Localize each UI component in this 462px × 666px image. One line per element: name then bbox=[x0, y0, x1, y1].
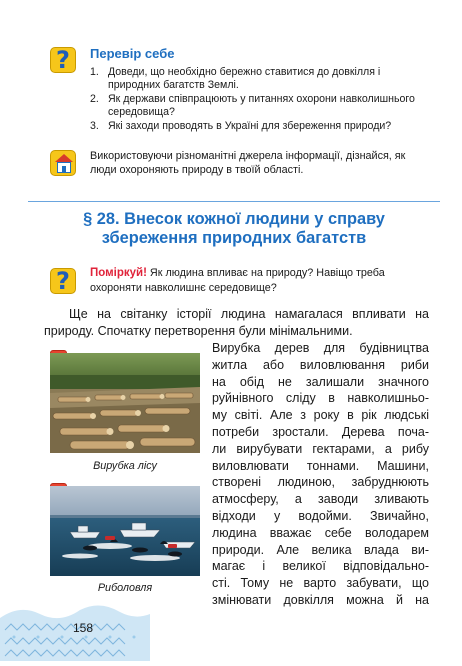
check-yourself-heading: Перевір себе bbox=[90, 46, 175, 61]
body-line: людина вважає себе володарем bbox=[212, 525, 429, 540]
divider bbox=[28, 201, 440, 202]
question-item: 3. Які заходи проводять в Україні для збереження природи? bbox=[90, 120, 392, 133]
project-task-text: Використовуючи різноманітні джерела інформації, дізнайся, як люди охороняють природу в твоїй області. bbox=[90, 150, 406, 176]
body-line: житла або виловлювання риби bbox=[212, 357, 429, 372]
body-line: змінювати довкілля можна й на bbox=[212, 592, 429, 607]
section-title bbox=[28, 210, 440, 248]
body-line: руйнівного сліду в навколишньо- bbox=[212, 391, 429, 406]
page-number: 158 bbox=[73, 621, 94, 635]
body-line: потреби зростали. Дерева поча- bbox=[212, 424, 429, 439]
section-title-line1: § 28. Внесок кожної людини у справу bbox=[83, 210, 385, 228]
intro-paragraph: Ще на світанку історії людина намагалася впливати на природу. Спочатку перетворення були мінімальними. bbox=[44, 307, 429, 338]
question-icon: ? bbox=[50, 47, 76, 73]
body-line: му світі. Але з року в рік людські bbox=[212, 408, 429, 423]
body-line: магає і великої відповідально- bbox=[212, 559, 429, 574]
body-line: сті. Тому не варто забувати, що bbox=[212, 576, 429, 591]
logging-caption: Вирубка лісу bbox=[93, 460, 157, 472]
think-block bbox=[90, 266, 430, 296]
fishing-photo bbox=[50, 486, 200, 576]
fishing-caption: Риболовля bbox=[97, 582, 153, 594]
section-title-line2: збереження природних багатств bbox=[101, 229, 367, 247]
body-line: на обід не залишали значного bbox=[212, 374, 429, 389]
think-text: Як людина впливає на природу? Навіщо треба охороняти навколишнє середовище? bbox=[90, 267, 385, 294]
body-line: ли вирубувати гектарами, а рибу bbox=[212, 441, 429, 456]
check-yourself-list bbox=[90, 66, 430, 134]
logging-photo bbox=[50, 353, 200, 453]
body-text bbox=[212, 340, 429, 609]
think-label: Поміркуй! bbox=[90, 267, 147, 279]
body-line: відходи у водойми. Звичайно, bbox=[212, 508, 429, 523]
body-line: виловлювати тоннами. Машини, bbox=[212, 458, 429, 473]
body-line: природи. Але велика влада ви- bbox=[212, 542, 429, 557]
body-line: створені людиною, забруднюють bbox=[212, 475, 429, 490]
body-line: Вирубка дерев для будівництва bbox=[212, 341, 429, 355]
body-line: атмосферу, а заводи зливають bbox=[212, 492, 429, 507]
question-item: 1. Доведи, що необхідно бережно ставитися до довкілля і природних багатств Землі. bbox=[90, 66, 381, 92]
question-icon: ? bbox=[50, 268, 76, 294]
question-item: 2. Як держави співпрацюють у питаннях охорони навколишнього середовища? bbox=[90, 93, 415, 119]
house-icon bbox=[50, 150, 76, 176]
